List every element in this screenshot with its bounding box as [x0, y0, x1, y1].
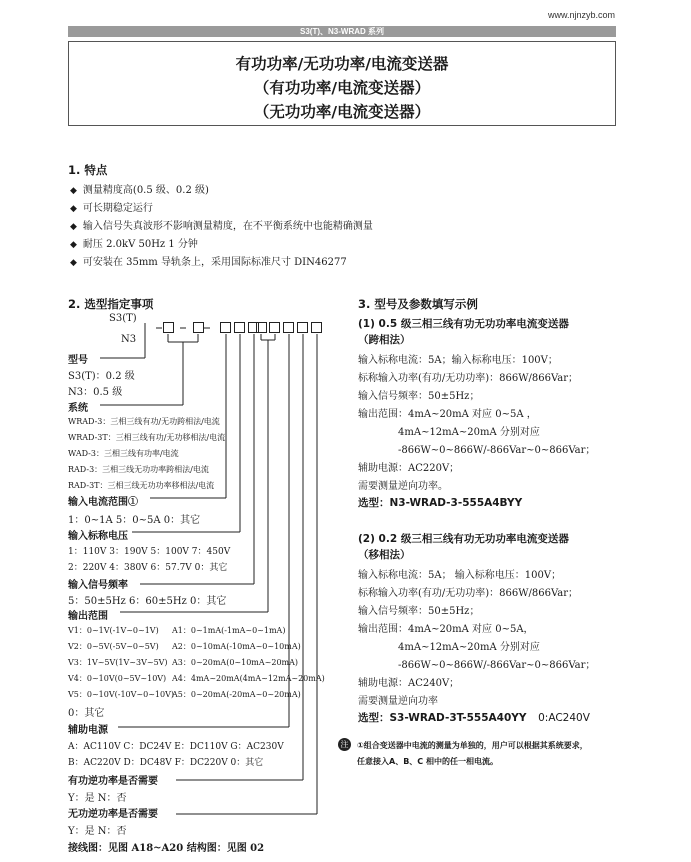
- example-1-line: 辅助电源：AC220V；: [358, 463, 460, 474]
- example-2-title: (2) 0.2 级三相三线有功无功功率电流变送器: [358, 533, 569, 545]
- prefix-top: S3(T): [109, 313, 137, 324]
- feature-item: ◆ 耐压 2.0kV 50Hz 1 分钟: [70, 235, 198, 250]
- prefix-bottom: N3: [121, 334, 137, 345]
- input-voltage-item: 1：110V 3：190V 5：100V 7：450V: [68, 547, 231, 557]
- frequency-label: 输入信号频率: [68, 580, 128, 591]
- system-item: WRAD-3T：三相三线有功/无功移相法/电流: [68, 433, 226, 442]
- output-item-v: V5：0~10V(-10V~0~10V): [68, 690, 174, 699]
- example-1-line: 需要测量逆向功率。: [358, 481, 448, 492]
- code-box-reverse-active: [297, 322, 308, 333]
- example-2-subtitle: （移相法）: [358, 549, 411, 561]
- model-item: S3(T)：0.2 级: [68, 371, 135, 382]
- example-2-line: 标称输入功率(有功/无功功率)：866W/866Var；: [358, 588, 579, 599]
- input-voltage-item: 2：220V 4：380V 6：57.7V 0：其它: [68, 563, 228, 573]
- output-item-v: V3：1V~5V(1V~3V~5V): [68, 658, 168, 667]
- example-1-title: (1) 0.5 级三相三线有功无功功率电流变送器: [358, 318, 569, 330]
- output-item-a: A5：0~20mA(-20mA~0~20mA): [172, 690, 301, 699]
- output-other: 0：其它: [68, 708, 105, 719]
- system-item: WAD-3：三相三线有功率/电流: [68, 449, 179, 458]
- output-item-a: A3：0~20mA(0~10mA~20mA): [172, 658, 299, 667]
- input-current-item: 1：0~1A 5：0~5A 0：其它: [68, 515, 201, 526]
- system-item: WRAD-3：三相三线有功/无功跨相法/电流: [68, 417, 220, 426]
- system-item: RAD-3T：三相三线无功功率移相法/电流: [68, 481, 215, 490]
- example-1-model-code: N3-WRAD-3-555A4BYY: [389, 497, 523, 509]
- example-1-line: 输入信号频率：50±5Hz；: [358, 391, 480, 402]
- feature-item: ◆ 可安装在 35mm 导轨条上，采用国际标准尺寸 DIN46277: [70, 253, 347, 268]
- title-line-3: （无功功率/电流变送器）: [253, 103, 431, 121]
- series-bar: S3(T)、N3-WRAD 系列: [68, 26, 616, 37]
- example-2-model: [358, 710, 590, 725]
- input-current-label: 输入电流范围①: [68, 497, 138, 508]
- feature-item: ◆ 测量精度高(0.5 级、0.2 级): [70, 181, 209, 196]
- example-1-model: [358, 495, 522, 510]
- features-heading: 1. 特点: [68, 163, 108, 177]
- code-box-output-1: [256, 322, 267, 333]
- system-item: RAD-3：三相三线无功功率跨相法/电流: [68, 465, 209, 474]
- example-2-model-code: S3-WRAD-3T-555A40YY: [389, 712, 527, 724]
- reverse-reactive-label: 无功逆功率是否需要: [68, 809, 158, 820]
- example-2-line: 需要测量逆向功率: [358, 696, 438, 707]
- code-box-current: [220, 322, 231, 333]
- website-url: www.njnzyb.com: [547, 10, 615, 20]
- note-icon: 注: [338, 738, 351, 751]
- example-1-line: 标称输入功率(有功/无功功率)：866W/866Var；: [358, 373, 579, 384]
- code-box-system-2: [193, 322, 204, 333]
- example-2-model-tail: 0:AC240V: [538, 712, 590, 724]
- output-item-v: V2：0~5V(-5V~0~5V): [68, 642, 159, 651]
- example-2-model-label: 选型：: [358, 712, 390, 724]
- output-item-a: A4：4mA~20mA(4mA~12mA~20mA): [172, 674, 325, 683]
- example-2-line: 输出范围：4mA~20mA 对应 0~5A，: [358, 624, 534, 635]
- code-box-output-2: [269, 322, 280, 333]
- selection-heading: 2. 选型指定事项: [68, 297, 154, 311]
- system-label: 系统: [68, 403, 88, 414]
- output-item-a: A1：0~1mA(-1mA~0~1mA): [172, 626, 286, 635]
- reverse-reactive-options: Y：是 N：否: [68, 826, 127, 837]
- model-item: N3：0.5 级: [68, 387, 123, 398]
- example-2-line: -866W~0~866W/-866Var~0~866Var；: [398, 660, 596, 671]
- output-label: 输出范围: [68, 611, 108, 622]
- example-1-subtitle: （跨相法）: [358, 334, 411, 346]
- reverse-active-label: 有功逆功率是否需要: [68, 776, 158, 787]
- example-2-line: 输入标称电流：5A； 输入标称电压：100V；: [358, 570, 562, 581]
- code-box-aux: [283, 322, 294, 333]
- aux-item: A：AC110V C：DC24V E：DC110V G：AC230V: [68, 742, 284, 752]
- reverse-active-options: Y：是 N：否: [68, 793, 127, 804]
- example-1-line: 4mA~12mA~20mA 分别对应: [398, 427, 540, 438]
- code-box-system-1: [163, 322, 174, 333]
- example-heading: 3. 型号及参数填写示例: [358, 297, 478, 311]
- title-line-2: （有功功率/电流变送器）: [253, 79, 431, 97]
- example-2-line: 输入信号频率：50±5Hz；: [358, 606, 480, 617]
- wiring-reference: 接线图：见图 A18~A20 结构图：见图 02: [68, 843, 265, 854]
- feature-item: ◆ 可长期稳定运行: [70, 199, 153, 214]
- output-item-v: V4：0~10V(0~5V~10V): [68, 674, 167, 683]
- aux-label: 辅助电源: [68, 725, 108, 736]
- example-2-line: 4mA~12mA~20mA 分别对应: [398, 642, 540, 653]
- input-voltage-label: 输入标称电压: [68, 531, 128, 542]
- code-box-reverse-reactive: [311, 322, 322, 333]
- example-2-line: 辅助电源：AC240V；: [358, 678, 460, 689]
- note-line: ①组合变送器中电流的测量为单独的，用户可以根据其系统要求，: [357, 741, 588, 750]
- model-label: 型号: [68, 355, 88, 366]
- aux-item: B：AC220V D：DC48V F：DC220V 0：其它: [68, 758, 264, 768]
- example-1-line: -866W~0~866W/-866Var~0~866Var；: [398, 445, 596, 456]
- frequency-item: 5：50±5Hz 6：60±5Hz 0：其它: [68, 596, 227, 607]
- output-item-v: V1：0~1V(-1V~0~1V): [68, 626, 159, 635]
- code-box-voltage: [234, 322, 245, 333]
- title-line-1: 有功功率/无功功率/电流变送器: [235, 55, 449, 73]
- note-line: 任意接入A、B、C 相中的任一相电流。: [357, 757, 498, 766]
- example-1-model-label: 选型：: [358, 497, 390, 509]
- example-1-line: 输入标称电流：5A；输入标称电压：100V；: [358, 355, 558, 366]
- example-1-line: 输出范围：4mA~20mA 对应 0~5A ，: [358, 409, 537, 420]
- output-item-a: A2：0~10mA(-10mA~0~10mA): [172, 642, 301, 651]
- feature-item: ◆ 输入信号失真波形不影响测量精度，在不平衡系统中也能精确测量: [70, 217, 373, 232]
